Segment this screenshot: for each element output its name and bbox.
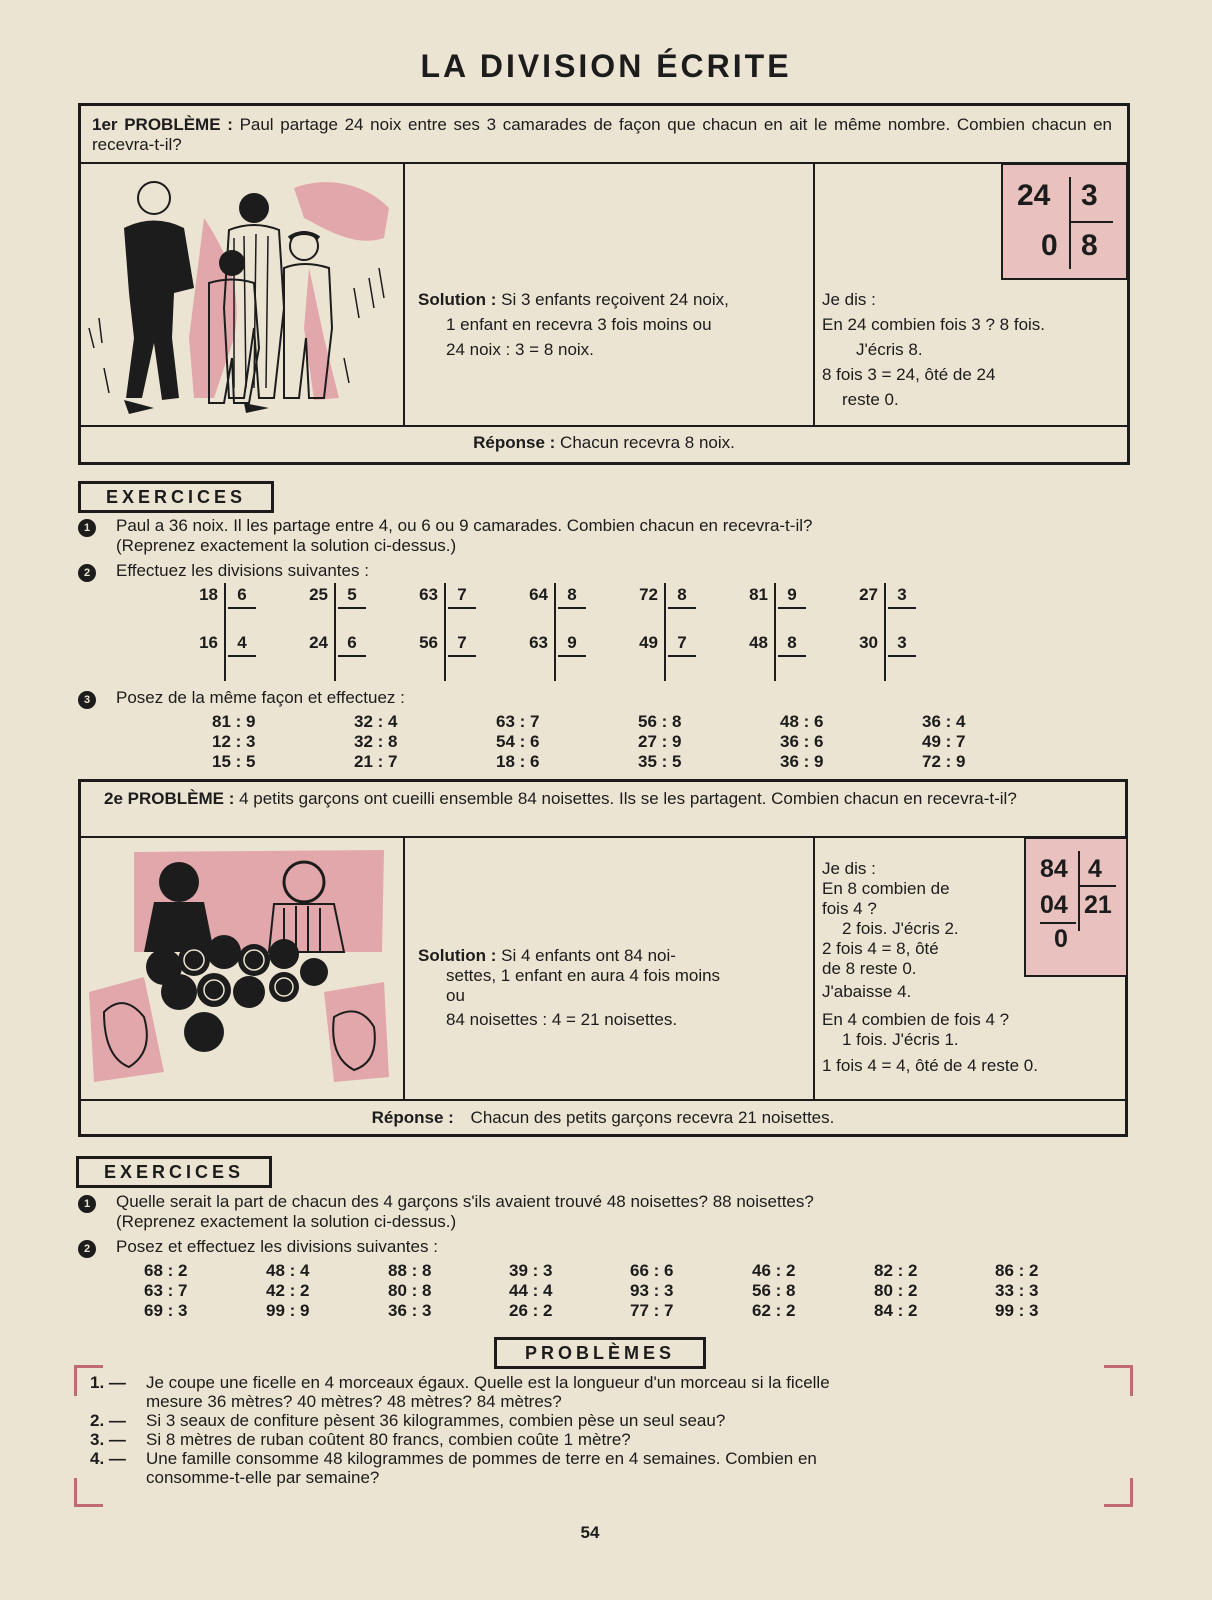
divisor: 8: [677, 585, 687, 604]
solution-line: 24 noix : 3 = 8 noix.: [446, 340, 594, 359]
exercise-text: Posez de la même façon et effectuez :: [116, 688, 405, 707]
divisor: 4: [237, 633, 247, 652]
solution-line: settes, 1 enfant en aura 4 fois moins: [446, 966, 721, 985]
divisor: 9: [567, 633, 577, 652]
exercise-2-2: [78, 1237, 1130, 1257]
division-expression: 68 : 2: [144, 1261, 188, 1280]
dividend: 24: [309, 633, 328, 652]
probleme-number: 1. —: [90, 1373, 126, 1392]
exercise-text: Quelle serait la part de chacun des 4 garçons s'ils avaient trouvé 48 noisettes? 88 noisettes?: [116, 1192, 814, 1211]
reasoning-line: fois 4 ?: [822, 899, 877, 918]
dividend: 63: [419, 585, 438, 604]
division-expression: 36 : 4: [922, 712, 966, 731]
long-division-item: [200, 631, 270, 683]
solution-line: Si 3 enfants reçoivent 24 noix,: [501, 290, 729, 309]
reasoning-line: En 4 combien de fois 4 ?: [822, 1010, 1010, 1029]
division-expression: 84 : 2: [874, 1301, 918, 1320]
divisor: 8: [567, 585, 577, 604]
long-division-item: [310, 583, 380, 635]
division-expression: 62 : 2: [752, 1301, 796, 1320]
divisor: 5: [347, 585, 357, 604]
exercices-1-label: EXERCICES: [78, 481, 274, 513]
division-expression: 56 : 8: [638, 712, 682, 731]
number-1-icon: 1: [78, 1195, 96, 1213]
probleme-number: 4. —: [90, 1449, 126, 1468]
division-expression: 33 : 3: [995, 1281, 1039, 1300]
division-expression: 32 : 4: [354, 712, 398, 731]
children-sharing-nuts-illustration: [84, 168, 396, 418]
solution-label: Solution :: [418, 946, 497, 965]
divisor: 7: [457, 585, 467, 604]
dividend: 27: [859, 585, 878, 604]
division-expression: 44 : 4: [509, 1281, 553, 1300]
remainder: 0: [1041, 229, 1058, 262]
division-expression: 82 : 2: [874, 1261, 918, 1280]
long-division-item: [750, 631, 820, 683]
division-expression: 99 : 3: [995, 1301, 1039, 1320]
probleme-line: mesure 36 mètres? 40 mètres? 48 mètres? 84 mètres?: [146, 1392, 562, 1411]
problem-1-reasoning: [822, 287, 1122, 412]
problem-2-answer: [78, 1108, 1128, 1128]
problem-1-answer: [78, 433, 1130, 453]
exercise-text-note: (Reprenez exactement la solution ci-dessus.): [116, 1212, 457, 1231]
reasoning-line: J'abaisse 4.: [822, 982, 912, 1001]
division-expression: 99 : 9: [266, 1301, 310, 1320]
divisor: 3: [897, 585, 907, 604]
divisor: 8: [787, 633, 797, 652]
dividend: 72: [639, 585, 658, 604]
division-expression: 12 : 3: [212, 732, 256, 751]
problem-1-solution: [418, 287, 803, 362]
reasoning-line: 8 fois 3 = 24, ôté de 24: [822, 365, 996, 384]
dividend: 81: [749, 585, 768, 604]
quotient: 8: [1081, 229, 1098, 262]
remainder: 0: [1054, 925, 1068, 953]
division-expression: 39 : 3: [509, 1261, 553, 1280]
answer-label: Réponse :: [371, 1108, 454, 1127]
dividend: 49: [639, 633, 658, 652]
solution-line: Si 4 enfants ont 84 noi-: [501, 946, 676, 965]
problem-2-label: 2e PROBLÈME :: [104, 789, 235, 808]
division-expression: 88 : 8: [388, 1261, 432, 1280]
division-expression: 80 : 2: [874, 1281, 918, 1300]
reasoning-line: 2 fois 4 = 8, ôté: [822, 939, 939, 958]
division-box-1: [1001, 163, 1128, 280]
dividend: 63: [529, 633, 548, 652]
long-division-item: [420, 631, 490, 683]
dividend: 64: [529, 585, 548, 604]
long-division-item: [310, 631, 380, 683]
long-division-item: [640, 583, 710, 635]
division-expression: 32 : 8: [354, 732, 398, 751]
division-column: [874, 1261, 917, 1321]
quotient: 21: [1084, 891, 1112, 919]
division-expression: 86 : 2: [995, 1261, 1039, 1280]
long-division-item: [640, 631, 710, 683]
division-expression: 66 : 6: [630, 1261, 674, 1280]
probleme-number: 2. —: [90, 1411, 126, 1430]
exercise-1-1: [78, 516, 1130, 556]
dividend: 84: [1040, 855, 1068, 883]
exercise-text: Posez et effectuez les divisions suivantes :: [116, 1237, 438, 1256]
page-title: LA DIVISION ÉCRITE: [420, 48, 792, 84]
division-expression: 27 : 9: [638, 732, 682, 751]
probleme-item: [90, 1411, 1112, 1430]
solution-label: Solution :: [418, 290, 497, 309]
problem-1-text: Paul partage 24 noix entre ses 3 camarades de façon que chacun en ait le même nombre. Combien chacun en recevra-t-il?: [92, 115, 1112, 154]
exercise-2-1: [78, 1192, 1130, 1232]
reasoning-line: 1 fois. J'écris 1.: [842, 1030, 959, 1049]
answer-text: Chacun des petits garçons recevra 21 noisettes.: [470, 1108, 835, 1127]
probleme-item: [90, 1373, 1112, 1411]
answer-label: Réponse :: [473, 433, 556, 452]
division-expression: 63 : 7: [496, 712, 540, 731]
division-column: [509, 1261, 552, 1321]
exercise-1-3: [78, 688, 1130, 708]
division-expression: 81 : 9: [212, 712, 256, 731]
division-column: [388, 1261, 431, 1321]
division-expression: 48 : 4: [266, 1261, 310, 1280]
divisor: 3: [1081, 179, 1098, 212]
divisor: 6: [347, 633, 357, 652]
division-expression: 21 : 7: [354, 752, 398, 771]
long-division-item: [860, 583, 930, 635]
probleme-item: [90, 1449, 1112, 1487]
dividend: 48: [749, 633, 768, 652]
division-expression: 49 : 7: [922, 732, 966, 751]
division-column: [496, 712, 539, 772]
division-expression: 36 : 6: [780, 732, 824, 751]
divisor: 7: [457, 633, 467, 652]
division-expression: 36 : 3: [388, 1301, 432, 1320]
boys-with-hazelnuts-illustration: [84, 842, 396, 1092]
probleme-line: Si 8 mètres de ruban coûtent 80 francs, combien coûte 1 mètre?: [146, 1430, 631, 1449]
exercise-text: Paul a 36 noix. Il les partage entre 4, ou 6 ou 9 camarades. Combien chacun en recevra-t-il?: [116, 516, 813, 535]
solution-line: ou: [446, 986, 465, 1005]
division-column: [212, 712, 255, 772]
probleme-item: [90, 1430, 1112, 1449]
dividend: 30: [859, 633, 878, 652]
long-division-item: [860, 631, 930, 683]
division-expression: 42 : 2: [266, 1281, 310, 1300]
division-column: [354, 712, 397, 772]
problem-1-label: 1er PROBLÈME :: [92, 115, 233, 134]
division-expression: 93 : 3: [630, 1281, 674, 1300]
partial-dividend: 04: [1040, 891, 1068, 919]
number-2-icon: 2: [78, 1240, 96, 1258]
probleme-line: consomme-t-elle par semaine?: [146, 1468, 380, 1487]
dividend: 56: [419, 633, 438, 652]
division-expression: 56 : 8: [752, 1281, 796, 1300]
divisor: 7: [677, 633, 687, 652]
division-expression: 77 : 7: [630, 1301, 674, 1320]
division-expression: 63 : 7: [144, 1281, 188, 1300]
long-division-item: [420, 583, 490, 635]
probleme-line: Si 3 seaux de confiture pèsent 36 kilogrammes, combien pèse un seul seau?: [146, 1411, 726, 1430]
division-expression: 18 : 6: [496, 752, 540, 771]
division-column: [266, 1261, 309, 1321]
division-expression: 15 : 5: [212, 752, 256, 771]
problem-2-solution: [418, 946, 803, 1030]
reasoning-line: 2 fois. J'écris 2.: [842, 919, 959, 938]
dividend: 18: [199, 585, 218, 604]
dividend: 16: [199, 633, 218, 652]
exercices-2-label: EXERCICES: [76, 1156, 272, 1188]
division-column: [144, 1261, 187, 1321]
solution-line: 1 enfant en recevra 3 fois moins ou: [446, 315, 712, 334]
problemes-label: PROBLÈMES: [494, 1337, 706, 1369]
reasoning-line: J'écris 8.: [856, 340, 923, 359]
reasoning-line: Je dis :: [822, 859, 876, 878]
divisor: 6: [237, 585, 247, 604]
division-expression: 35 : 5: [638, 752, 682, 771]
division-column: [752, 1261, 795, 1321]
long-division-item: [530, 583, 600, 635]
division-expression: 80 : 8: [388, 1281, 432, 1300]
reasoning-line: reste 0.: [842, 390, 899, 409]
exercise-text: Effectuez les divisions suivantes :: [116, 561, 369, 580]
probleme-line: Une famille consomme 48 kilogrammes de pommes de terre en 4 semaines. Combien en: [146, 1449, 817, 1468]
page-number: 54: [580, 1523, 600, 1542]
division-column: [630, 1261, 673, 1321]
problem-2-statement: [104, 789, 1110, 809]
divisor: 9: [787, 585, 797, 604]
reasoning-line: Je dis :: [822, 290, 876, 309]
division-expression: 72 : 9: [922, 752, 966, 771]
division-expression: 36 : 9: [780, 752, 824, 771]
division-expression: 48 : 6: [780, 712, 824, 731]
exercise-text-note: (Reprenez exactement la solution ci-dessus.): [116, 536, 457, 555]
problem-2-text: 4 petits garçons ont cueilli ensemble 84 noisettes. Ils se les partagent. Combien chacun en recevra-t-il?: [239, 789, 1017, 808]
divisor: 3: [897, 633, 907, 652]
number-2-icon: 2: [78, 564, 96, 582]
problem-1-statement: [92, 115, 1112, 155]
long-division-item: [200, 583, 270, 635]
division-column: [995, 1261, 1038, 1321]
reasoning-line: 1 fois 4 = 4, ôté de 4 reste 0.: [822, 1056, 1038, 1075]
long-division-item: [750, 583, 820, 635]
division-expression: 69 : 3: [144, 1301, 188, 1320]
dividend: 25: [309, 585, 328, 604]
division-expression: 54 : 6: [496, 732, 540, 751]
divisor: 4: [1088, 855, 1102, 883]
division-column: [638, 712, 681, 772]
division-box-2: [1024, 837, 1128, 977]
probleme-number: 3. —: [90, 1430, 126, 1449]
division-column: [922, 712, 965, 772]
dividend: 24: [1017, 179, 1051, 212]
division-expression: 26 : 2: [509, 1301, 553, 1320]
number-1-icon: 1: [78, 519, 96, 537]
answer-text: Chacun recevra 8 noix.: [560, 433, 735, 452]
probleme-line: Je coupe une ficelle en 4 morceaux égaux. Quelle est la longueur d'un morceau si la ficelle: [146, 1373, 830, 1392]
reasoning-line: de 8 reste 0.: [822, 959, 917, 978]
division-expression: 46 : 2: [752, 1261, 796, 1280]
exercise-1-2: [78, 561, 1130, 581]
reasoning-line: En 8 combien de: [822, 879, 950, 898]
division-column: [780, 712, 823, 772]
number-3-icon: 3: [78, 691, 96, 709]
reasoning-line: En 24 combien fois 3 ? 8 fois.: [822, 315, 1046, 334]
solution-line: 84 noisettes : 4 = 21 noisettes.: [446, 1010, 678, 1029]
long-division-item: [530, 631, 600, 683]
problemes-list: [90, 1373, 1112, 1487]
